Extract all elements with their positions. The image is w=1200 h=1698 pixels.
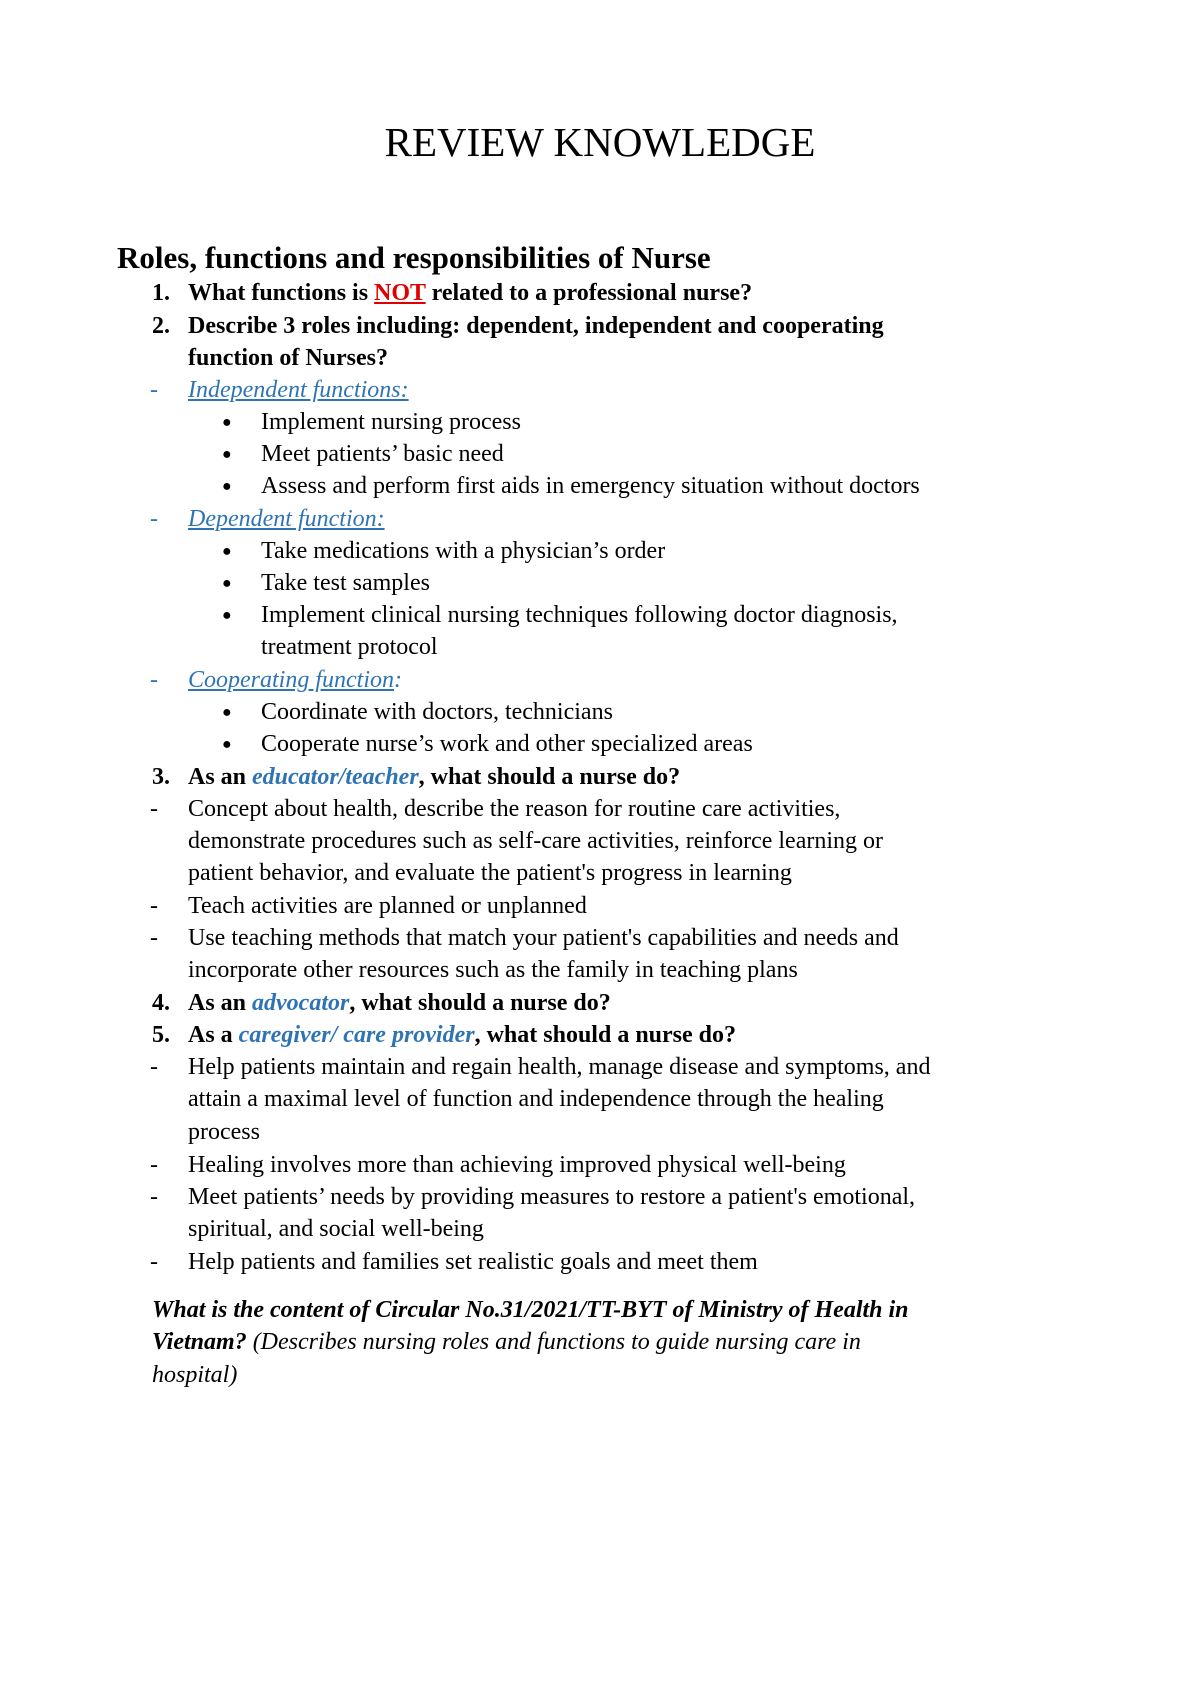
question-3: As an educator/teacher, what should a nurse do? [188, 764, 681, 790]
closing-question-line-2: Vietnam? (Describes nursing roles and functions to guide nursing care in [152, 1329, 861, 1355]
bullet-marker: ● [222, 543, 232, 560]
question-1-number: 1. [152, 280, 170, 306]
question-4: As an advocator, what should a nurse do? [188, 990, 611, 1016]
q5-answer: Meet patients’ needs by providing measures to restore a patient's emotional, [188, 1184, 916, 1210]
dash-marker: - [150, 377, 158, 403]
role-caregiver: caregiver/ care provider [238, 1022, 475, 1048]
independent-item: Meet patients’ basic need [261, 441, 504, 467]
q5-answer: Help patients and families set realistic goals and meet them [188, 1249, 758, 1275]
dash-marker: - [150, 1152, 158, 1178]
cooperating-item: Coordinate with doctors, technicians [261, 699, 613, 725]
bullet-marker: ● [222, 478, 232, 495]
q3-answer-continued: demonstrate procedures such as self-care activities, reinforce learning or [188, 828, 884, 854]
dash-marker: - [150, 1184, 158, 1210]
question-2-line-1: Describe 3 roles including: dependent, independent and cooperating [188, 313, 884, 339]
dash-marker: - [150, 1249, 158, 1275]
question-5-number: 5. [152, 1022, 170, 1048]
independent-item: Implement nursing process [261, 409, 521, 435]
dependent-item: Implement clinical nursing techniques following doctor diagnosis, [261, 602, 898, 628]
dash-marker: - [150, 796, 158, 822]
bullet-marker: ● [222, 607, 232, 624]
question-5: As a caregiver/ care provider, what should a nurse do? [188, 1022, 737, 1048]
bullet-marker: ● [222, 446, 232, 463]
q5-answer-continued: attain a maximal level of function and independence through the healing [188, 1086, 884, 1112]
dependent-label: Dependent function: [188, 506, 385, 532]
q5-answer-continued: process [188, 1119, 260, 1145]
question-1: What functions is NOT related to a professional nurse? [188, 280, 753, 306]
bullet-marker: ● [222, 414, 232, 431]
dash-marker: - [150, 506, 158, 532]
q3-answer: Concept about health, describe the reason for routine care activities, [188, 796, 841, 822]
cooperating-item: Cooperate nurse’s work and other specialized areas [261, 731, 753, 757]
q5-answer-continued: spiritual, and social well-being [188, 1216, 484, 1242]
closing-question-line-1: What is the content of Circular No.31/2021/TT-BYT of Ministry of Health in [152, 1297, 909, 1323]
question-2-line-2: function of Nurses? [188, 345, 389, 371]
dependent-item-continued: treatment protocol [261, 634, 438, 660]
question-2-number: 2. [152, 313, 170, 339]
q3-answer-continued: patient behavior, and evaluate the patient's progress in learning [188, 860, 792, 886]
dash-marker: - [150, 893, 158, 919]
dependent-item: Take medications with a physician’s order [261, 538, 666, 564]
dash-marker: - [150, 667, 158, 693]
independent-label: Independent functions: [188, 377, 409, 403]
independent-item: Assess and perform first aids in emergency situation without doctors [261, 473, 920, 499]
dependent-item: Take test samples [261, 570, 430, 596]
bullet-marker: ● [222, 575, 232, 592]
role-educator: educator/teacher [252, 764, 419, 790]
section-heading: Roles, functions and responsibilities of Nurse [117, 240, 711, 275]
cooperating-label: Cooperating function: [188, 667, 402, 693]
q3-answer-continued: incorporate other resources such as the family in teaching plans [188, 957, 798, 983]
dash-marker: - [150, 925, 158, 951]
bullet-marker: ● [222, 736, 232, 753]
question-3-number: 3. [152, 764, 170, 790]
not-highlight: NOT [374, 280, 426, 306]
q3-answer: Use teaching methods that match your patient's capabilities and needs and [188, 925, 899, 951]
q5-answer: Help patients maintain and regain health, manage disease and symptoms, and [188, 1054, 931, 1080]
bullet-marker: ● [222, 704, 232, 721]
q3-answer: Teach activities are planned or unplanned [188, 893, 587, 919]
question-4-number: 4. [152, 990, 170, 1016]
role-advocator: advocator [252, 990, 350, 1016]
closing-question-line-3: hospital) [152, 1362, 238, 1388]
document-title: REVIEW KNOWLEDGE [384, 119, 816, 165]
q5-answer: Healing involves more than achieving improved physical well-being [188, 1152, 846, 1178]
dash-marker: - [150, 1054, 158, 1080]
